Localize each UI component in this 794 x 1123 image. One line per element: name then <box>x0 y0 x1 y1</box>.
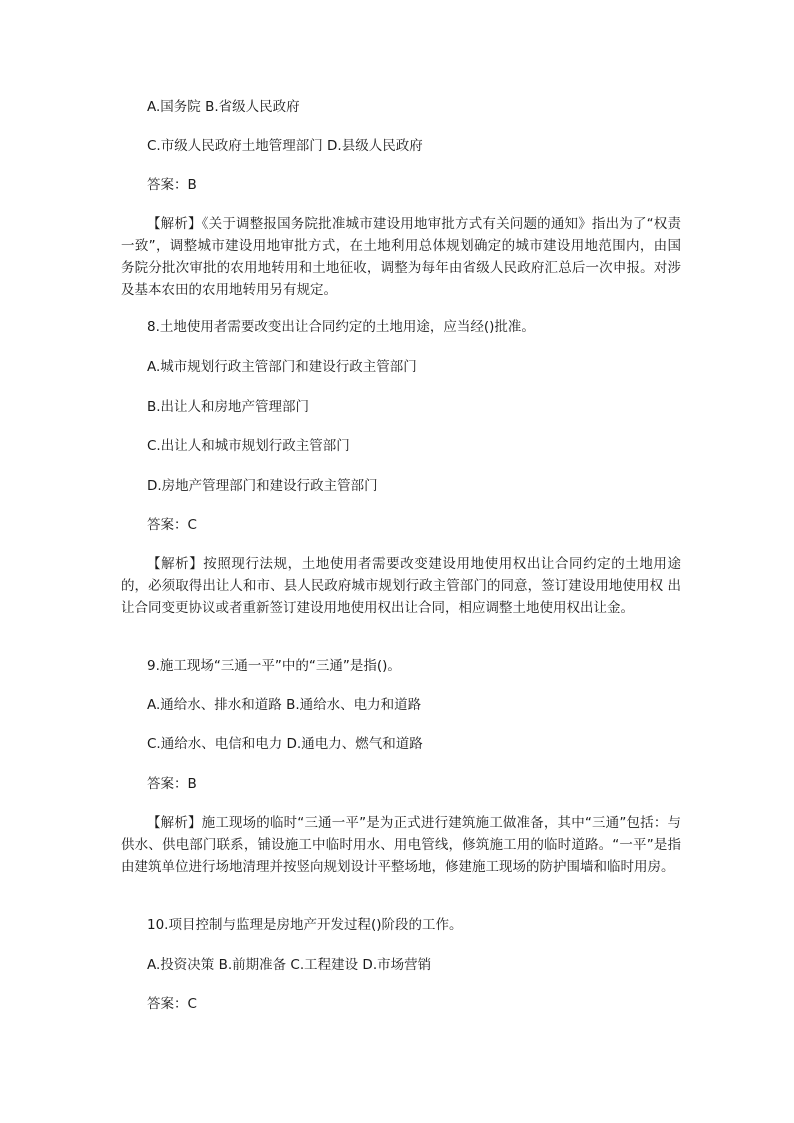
q8-answer: 答案：C <box>147 517 197 533</box>
q8-option-c: C.出让人和城市规划行政主管部门 <box>147 438 350 454</box>
q8-option-b: B.出让人和房地产管理部门 <box>147 399 310 415</box>
q9-options-ab: A.通给水、排水和道路 B.通给水、电力和道路 <box>147 697 422 713</box>
q7-analysis: 【解析】《关于调整报国务院批准城市建设用地审批方式有关问题的通知》指出为了“权责一致”，调整城市建设用地审批方式，在土地利用总体规划确定的城市建设用地范围内，由国务院分批次审批的农用地转用和土地征收，调整为每年由省级人民政府汇总后一次申报。对涉及基本农田的农用地转用另有规定。 <box>121 216 681 298</box>
q8-question: 8.土地使用者需要改变出让合同约定的土地用途，应当经()批准。 <box>147 319 535 335</box>
q9-answer: 答案：B <box>147 776 197 792</box>
q9-options-cd: C.通给水、电信和电力 D.通电力、燃气和道路 <box>147 736 423 752</box>
q7-answer: 答案：B <box>147 177 197 193</box>
q10-answer: 答案：C <box>147 996 197 1012</box>
q9-question: 9.施工现场“三通一平”中的“三通”是指()。 <box>147 658 401 674</box>
q9-analysis: 【解析】施工现场的临时“三通一平”是为正式进行建筑施工做准备，其中“三通”包括：与供水、供电部门联系，铺设施工中临时用水、用电管线，修筑施工用的临时道路。“一平”是指由建筑单位进行场地清理并按竖向规划设计平整场地，修建施工现场的防护围墙和临时用房。 <box>121 815 681 875</box>
q7-options-cd: C.市级人民政府土地管理部门 D.县级人民政府 <box>147 138 423 154</box>
q10-options: A.投资决策 B.前期准备 C.工程建设 D.市场营销 <box>147 957 432 973</box>
q10-question: 10.项目控制与监理是房地产开发过程()阶段的工作。 <box>147 917 463 933</box>
q7-options-ab: A.国务院 B.省级人民政府 <box>147 99 300 115</box>
q8-option-a: A.城市规划行政主管部门和建设行政主管部门 <box>147 359 417 375</box>
q8-option-d: D.房地产管理部门和建设行政主管部门 <box>147 478 378 494</box>
q8-analysis: 【解析】按照现行法规，土地使用者需要改变建设用地使用权出让合同约定的土地用途的，必须取得出让人和市、县人民政府城市规划行政主管部门的同意，签订建设用地使用权 出让合同变更协议或者重新签订建设用地使用权出让合同，相应调整土地使用权出让金。 <box>121 556 681 616</box>
